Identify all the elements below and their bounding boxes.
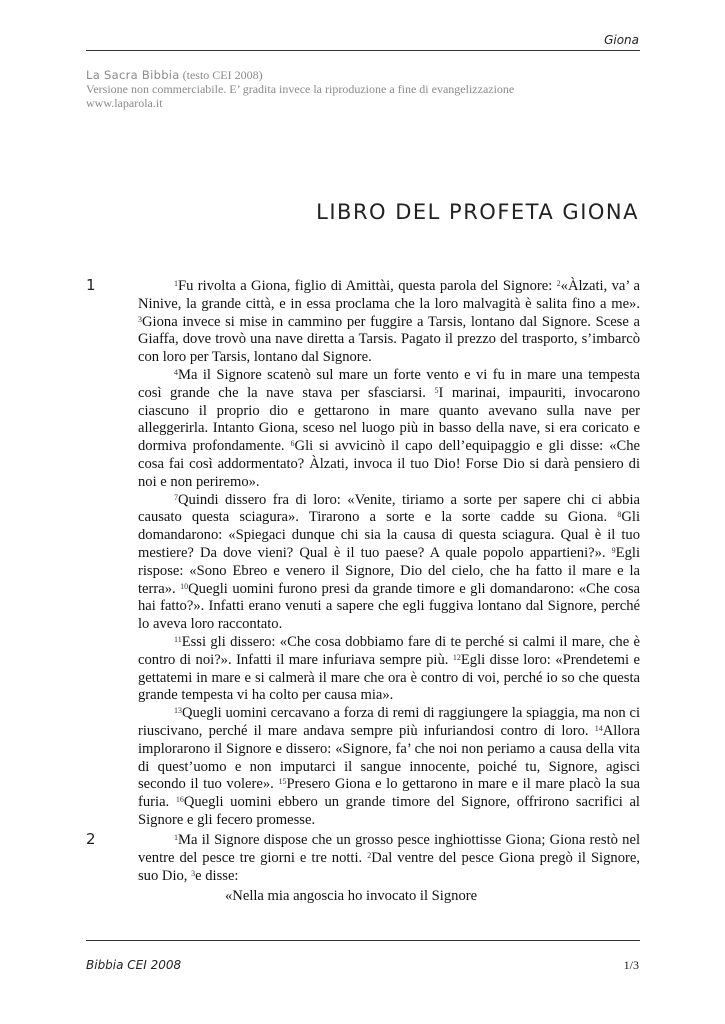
running-header-title: Giona xyxy=(604,33,639,47)
verse-number: 13 xyxy=(174,706,182,716)
verse-text: Essi gli dissero: «Che cosa dobbiamo fare di te perché si calmi il mare, che è contro di noi?». Infatti il mare infuriava sempre più. xyxy=(138,633,640,668)
footer-rule xyxy=(86,940,640,941)
verse-text: Ma il Signore scatenò sul mare un forte vento e vi fu in mare una tempesta così grande che la nave stava per sfasciarsi. xyxy=(138,366,640,401)
chapter-number: 1 xyxy=(86,276,96,294)
paragraph xyxy=(138,492,640,634)
header-rule xyxy=(86,50,640,51)
verse-text: Quegli uomini furono presi da grande timore e gli domandarono: «Che cosa hai fatto?». Infatti erano venuti a sapere che egli fuggiva lontano dal Signore, perché lo aveva loro raccontato. xyxy=(138,580,640,633)
verse-number: 15 xyxy=(278,777,287,787)
verse-number: 5 xyxy=(434,385,439,395)
verse-text: Gli si avvicinò il capo dell’equipaggio e gli disse: «Che cosa fai così addormentato? Àlzati, invoca il tuo Dio! Forse Dio si darà pensiero di noi e non periremo». xyxy=(138,438,640,490)
chapter-number: 2 xyxy=(86,830,96,848)
verse-number: 2 xyxy=(556,279,561,288)
paragraph xyxy=(138,278,640,367)
verse-number: 14 xyxy=(594,723,603,733)
verse-text: Fu rivolta a Giona, figlio di Amittài, questa parola del Signore: xyxy=(178,278,557,294)
verse-text: Allora implorarono il Signore e dissero: «Signore, fa’ che noi non periamo a causa della vita di quest’uomo e non imputarci il sangue innocente, poiché tu, Signore, agisci secondo il tuo volere». xyxy=(138,722,640,793)
verse-number: 4 xyxy=(174,367,178,377)
verse-number: 10 xyxy=(180,581,189,591)
verse-text: Gli domandarono: «Spiegaci dunque chi sia la causa di questa sciagura. Qual è il tuo mestiere? Da dove vieni? Qual è il tuo paese? A quale popolo appartieni?». xyxy=(138,509,640,561)
source-notice xyxy=(86,68,514,110)
verse-text: Quegli uomini cercavano a forza di remi di raggiungere la spiaggia, ma non ci riuscivano, perché il mare andava sempre più infuriandosi contro di loro. xyxy=(138,705,640,739)
brand-name: La Sacra Bibbia xyxy=(86,68,180,82)
chapter-2-text xyxy=(138,832,640,885)
edition-label: (testo CEI 2008) xyxy=(182,68,263,82)
verse-number: 11 xyxy=(174,634,182,644)
verse-number: 16 xyxy=(175,795,184,805)
paragraph xyxy=(138,634,640,705)
verse-text: I marinai, impauriti, invocarono ciascuno il proprio dio e gettarono in mare quanto avevano sulla nave per alleggerirla. Intanto Giona, sceso nel luogo più in basso della nave, si era coricato e dormiva profondamente. xyxy=(138,384,640,455)
poem-line: «Nella mia angoscia ho invocato il Signore xyxy=(225,888,478,904)
chapter-1-text xyxy=(138,278,640,830)
paragraph xyxy=(138,832,640,885)
verse-text: Quegli uomini ebbero un grande timore del Signore, offrirono sacrifici al Signore e gli fecero promesse. xyxy=(138,794,640,828)
verse-number: 9 xyxy=(611,545,616,555)
verse-text: Quindi dissero fra di loro: «Venite, tiriamo a sorte per sapere chi ci abbia causato questa sciagura». Tirarono a sorte e la sorte cadde su Giona. xyxy=(138,491,640,526)
verse-text: Egli disse loro: «Prendetemi e gettatemi in mare e si calmerà il mare che ora è contro di voi, perché io so che questa grande tempesta vi ha colto per causa mia». xyxy=(138,651,640,704)
verse-text: «Àlzati, va’ a Ninive, la grande città, e in essa proclama che la loro malvagità è salita fino a me». xyxy=(138,278,641,312)
verse-number: 1 xyxy=(174,279,178,288)
book-title: LIBRO DEL PROFETA GIONA xyxy=(316,200,639,224)
footer-source: Bibbia CEI 2008 xyxy=(86,958,182,972)
verse-text: Egli rispose: «Sono Ebreo e venero il Signore, Dio del cielo, che ha fatto il mare e la terra». xyxy=(138,544,640,597)
verse-number: 3 xyxy=(138,314,142,324)
verse-number: 3 xyxy=(191,868,196,878)
paragraph xyxy=(138,705,640,830)
verse-text: Dal ventre del pesce Giona pregò il Signore, suo Dio, xyxy=(138,849,640,884)
verse-text: Presero Giona e lo gettarono in mare e il mare placò la sua furia. xyxy=(138,776,640,811)
verse-number: 6 xyxy=(290,439,295,449)
page-number: 1/3 xyxy=(623,958,639,972)
paragraph xyxy=(138,367,640,492)
verse-number: 1 xyxy=(174,833,178,842)
license-notice: Versione non commerciabile. E’ gradita invece la riproduzione a fine di evangelizzazione xyxy=(86,82,515,96)
verse-number: 8 xyxy=(617,510,622,520)
verse-text: Ma il Signore dispose che un grosso pesce inghiottisse Giona; Giona restò nel ventre del pesce tre giorni e tre notti. xyxy=(138,832,640,866)
verse-number: 2 xyxy=(367,850,372,860)
verse-number: 12 xyxy=(452,652,461,662)
verse-text: e disse: xyxy=(195,867,239,884)
verse-text: Giona invece si mise in cammino per fuggire a Tarsis, lontano dal Signore. Scese a Giaffa, dove trovò una nave diretta a Tarsis. Pagato il prezzo del trasporto, s’imbarcò con loro per Tarsis, lontano dal Signore. xyxy=(138,313,640,366)
website-link[interactable]: www.laparola.it xyxy=(86,96,163,110)
verse-number: 7 xyxy=(174,492,178,502)
